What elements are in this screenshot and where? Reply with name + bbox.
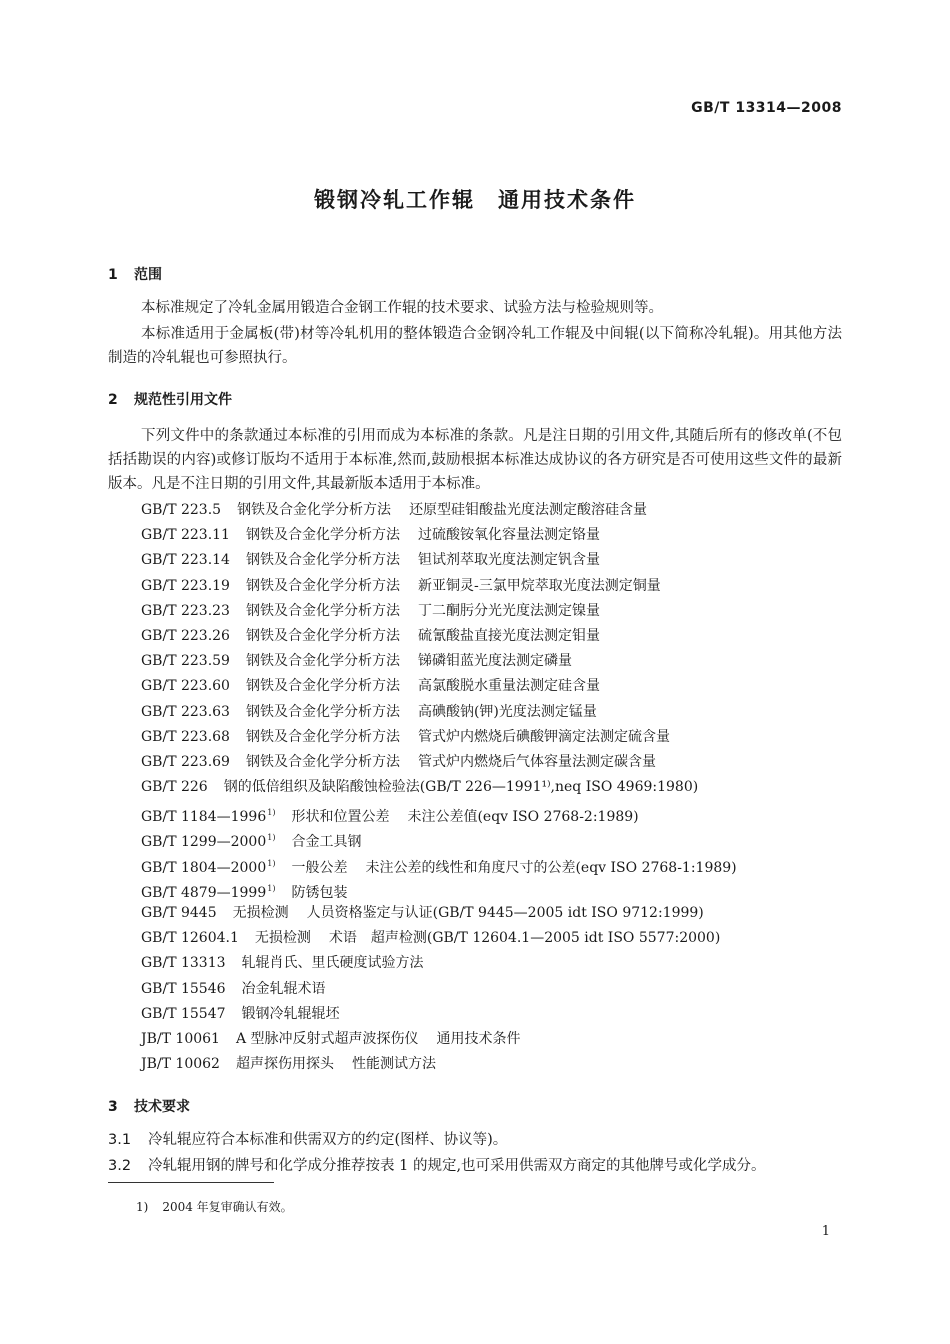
reference-code: GB/T 226 [141,779,208,796]
reference-code: JB/T 10061 [141,1030,220,1047]
reference-item [141,775,737,800]
document-title: 锻钢冷轧工作辊 通用技术条件 [314,188,636,212]
reference-code: GB/T 223.69 [141,753,230,770]
reference-title: 钢铁及合金化学分析方法 [245,527,400,544]
reference-title: 无损检测 [254,930,311,947]
reference-code: GB/T 1299—2000$^{1)}$ [141,833,276,851]
reference-item [141,1052,737,1077]
section-title: 规范性引用文件 [134,392,232,408]
reference-title: 钢铁及合金化学分析方法 [245,678,400,695]
reference-title: 钢铁及合金化学分析方法 [245,728,400,745]
page-number: 1 [821,1224,830,1239]
reference-item [141,548,737,573]
reference-code: JB/T 10062 [141,1056,220,1073]
reference-code: GB/T 223.68 [141,728,230,745]
reference-title: 合金工具钢 [291,834,362,851]
clause-3-1 [108,1128,507,1152]
reference-subtitle: 管式炉内燃烧后气体容量法测定碳含量 [417,753,656,770]
clause-text: 冷轧辊用钢的牌号和化学成分推荐按表 1 的规定,也可采用供需双方商定的其他牌号或化学成分。 [148,1158,766,1174]
reference-code: GB/T 223.23 [141,602,230,619]
scope-paragraph-2: 本标准适用于金属板(带)材等冷轧机用的整体锻造合金钢冷轧工作辊及中间辊(以下简称冷轧辊)。用其他方法制造的冷轧辊也可参照执行。 [108,326,842,366]
reference-code: GB/T 15547 [141,1005,226,1022]
reference-item [141,624,737,649]
reference-subtitle: 新亚铜灵-三氯甲烷萃取光度法测定铜量 [417,577,661,594]
section-heading-2 [108,389,232,409]
reference-item [141,800,737,825]
reference-code: GB/T 1804—2000$^{1)}$ [141,858,276,876]
reference-item [141,951,737,976]
reference-item [141,926,737,951]
footnote-marker: 1) [267,808,276,818]
reference-item [141,574,737,599]
reference-item [141,1002,737,1027]
normative-intro: 下列文件中的条款通过本标准的引用而成为本标准的条款。凡是注日期的引用文件,其随后所有的修改单(不包括括勘误的内容)或修订版均不适用于本标准,然而,鼓励根据本标准达成协议的各方研究是否可使用这些文件的最新版本。凡是不注日期的引用文件,其最新版本适用于本标准。 [108,428,842,492]
reference-subtitle: 丁二酮肟分光光度法测定镍量 [417,602,600,619]
reference-code: GB/T 223.11 [141,527,230,544]
reference-title: 钢铁及合金化学分析方法 [245,653,400,670]
reference-list [141,498,737,1077]
footnote-marker: 1) [267,883,276,893]
reference-code: GB/T 15546 [141,980,226,997]
reference-item [141,523,737,548]
clause-number: 3.2 [108,1158,132,1174]
reference-code: GB/T 223.63 [141,703,230,720]
footnote-divider [108,1182,274,1183]
reference-code: GB/T 223.5 [141,502,222,518]
section-number: 2 [108,392,118,408]
reference-subtitle: 高氯酸脱水重量法测定硅含量 [417,678,600,695]
reference-subtitle: 人员资格鉴定与认证(GB/T 9445—2005 idt ISO 9712:1999) [306,905,704,921]
footnote-mark: 1) [136,1200,149,1214]
reference-code: GB/T 12604.1 [141,930,239,947]
footnote [136,1198,293,1215]
reference-subtitle: 通用技术条件 [436,1030,521,1047]
reference-subtitle: 过硫酸铵氧化容量法测定铬量 [417,527,600,544]
reference-item [141,674,737,699]
reference-title: 锻钢冷轧辊辊坯 [241,1005,340,1022]
reference-item [141,649,737,674]
section-title: 范围 [134,267,162,283]
reference-subtitle: 性能测试方法 [351,1056,436,1073]
reference-title: 钢铁及合金化学分析方法 [245,703,400,720]
clause-text: 冷轧辊应符合本标准和供需双方的约定(图样、协议等)。 [148,1132,508,1148]
reference-subtitle: 管式炉内燃烧后碘酸钾滴定法测定硫含量 [417,728,670,745]
reference-code: GB/T 223.14 [141,552,230,569]
reference-title: 钢铁及合金化学分析方法 [245,602,400,619]
reference-subtitle: 高碘酸钠(钾)光度法测定锰量 [417,703,597,720]
reference-title: 超声探伤用探头 [235,1056,334,1073]
reference-code: GB/T 4879—1999$^{1)}$ [141,883,276,901]
section-heading-1 [108,264,162,284]
reference-subtitle: 钽试剂萃取光度法测定钒含量 [417,552,600,569]
reference-item [141,725,737,750]
reference-title: 形状和位置公差 [291,809,390,826]
standard-number: GB/T 13314—2008 [691,100,842,116]
reference-item [141,977,737,1002]
reference-item [141,498,737,523]
reference-title: 轧辊肖氏、里氏硬度试验方法 [241,955,424,972]
reference-code: GB/T 223.59 [141,653,230,670]
reference-code: GB/T 1184—1996$^{1)}$ [141,808,276,826]
footnote-marker: 1) [267,858,276,868]
reference-code: GB/T 223.19 [141,577,230,594]
section-number: 3 [108,1099,118,1115]
reference-title: 钢铁及合金化学分析方法 [245,577,400,594]
reference-title: 钢铁及合金化学分析方法 [245,753,400,770]
reference-item [141,599,737,624]
reference-title: 冶金轧辊术语 [241,980,326,997]
section-heading-3 [108,1096,190,1116]
reference-item [141,876,737,901]
reference-code: GB/T 13313 [141,955,226,972]
reference-title: 钢的低倍组织及缺陷酸蚀检验法(GB/T 226—1991¹⁾,neq ISO 4969:1980) [223,779,699,796]
reference-title: A 型脉冲反射式超声波探伤仪 [235,1030,419,1047]
reference-item [141,700,737,725]
reference-title: 无损检测 [232,905,289,921]
reference-code: GB/T 223.26 [141,627,230,644]
reference-item [141,901,737,926]
section-number: 1 [108,267,118,283]
reference-subtitle: 锑磷钼蓝光度法测定磷量 [417,653,572,670]
footnote-text: 2004 年复审确认有效。 [162,1200,293,1214]
reference-subtitle: 未注公差的线性和角度尺寸的公差(eqv ISO 2768-1:1989) [365,859,737,876]
footnote-marker: 1) [267,833,276,843]
reference-title: 钢铁及合金化学分析方法 [245,552,400,569]
reference-item [141,1027,737,1052]
reference-item [141,825,737,850]
reference-title: 钢铁及合金化学分析方法 [237,502,392,518]
reference-subtitle: 硫氰酸盐直接光度法测定钼量 [417,627,600,644]
reference-item [141,750,737,775]
reference-title: 防锈包装 [291,884,348,901]
section-title: 技术要求 [134,1099,190,1115]
reference-item [141,851,737,876]
reference-subtitle: 术语 超声检测(GB/T 12604.1—2005 idt ISO 5577:2000) [328,930,721,947]
clause-3-2 [108,1154,766,1178]
reference-subtitle: 未注公差值(eqv ISO 2768-2:1989) [407,809,639,826]
clause-number: 3.1 [108,1132,132,1148]
scope-paragraph-1: 本标准规定了冷轧金属用锻造合金钢工作辊的技术要求、试验方法与检验规则等。 [141,300,663,316]
reference-title: 钢铁及合金化学分析方法 [245,627,400,644]
reference-subtitle: 还原型硅钼酸盐光度法测定酸溶硅含量 [409,502,648,518]
reference-code: GB/T 223.60 [141,678,230,695]
reference-code: GB/T 9445 [141,905,217,921]
reference-title: 一般公差 [291,859,348,876]
